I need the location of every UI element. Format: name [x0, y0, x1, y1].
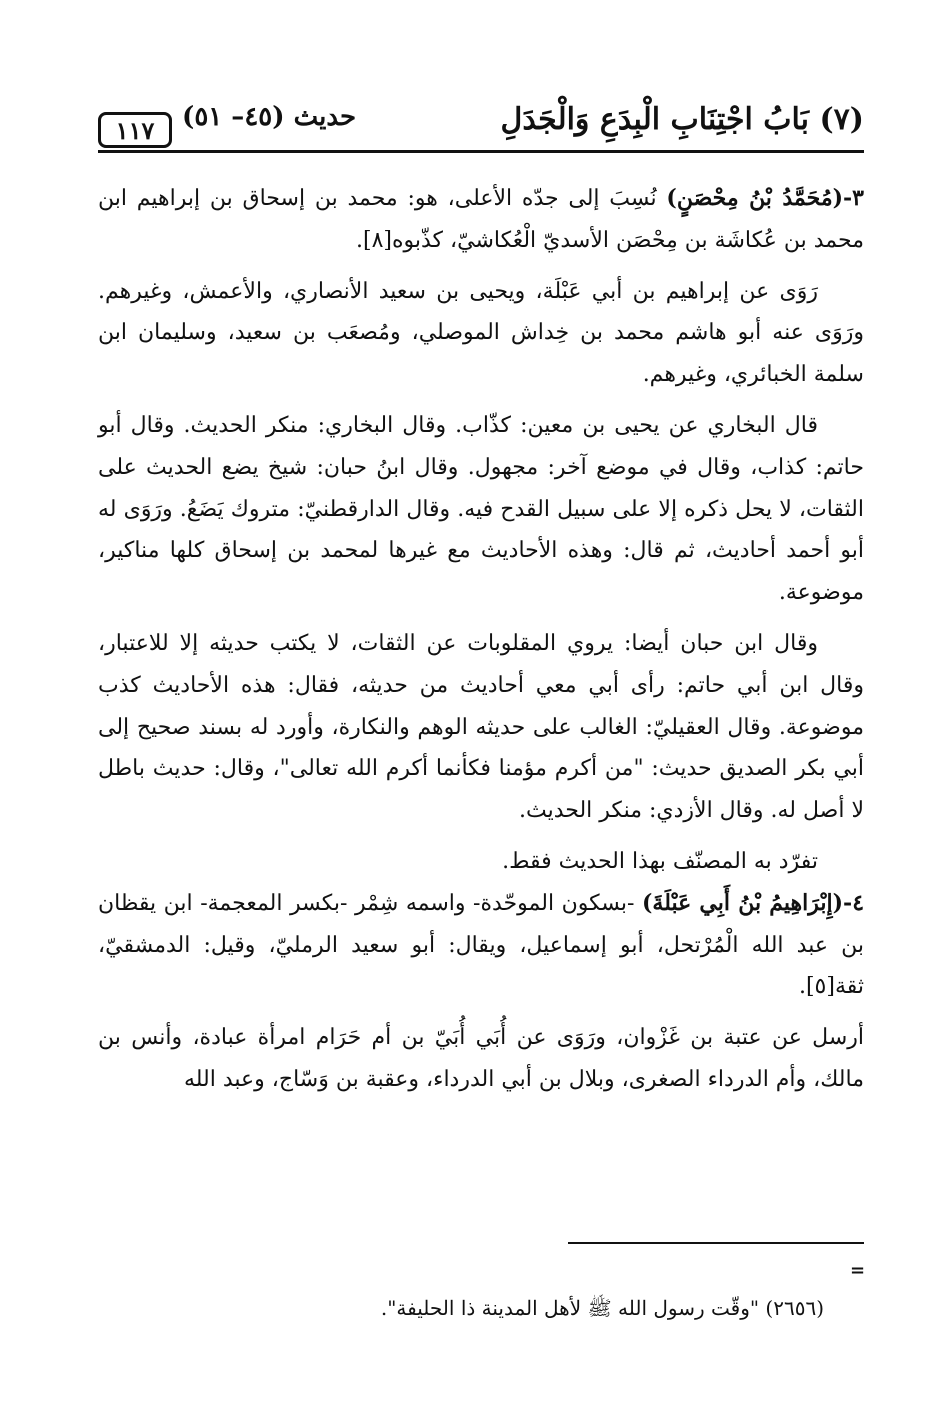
- footnote-rule: [568, 1242, 864, 1244]
- paragraph-narrator-3: [98, 178, 864, 262]
- body-text: [98, 178, 864, 1110]
- continuation-mark: =: [850, 1260, 866, 1281]
- paragraph-text: نُسِبَ إلى جدّه الأعلى، هو: محمد بن إسحاق بن إبراهيم ابن محمد بن عُكاشَة بن مِحْصَن الأسديّ الْعُكاشيّ، كذّبوه[٨].: [98, 186, 864, 253]
- paragraph: أرسل عن عتبة بن غَزْوان، ورَوَى عن أُبَي أُبَيّ بن أم حَرَام امرأة عبادة، وأنس بن مالك، وأم الدرداء الصغرى، وبلال بن أبي الدرداء، وعقبة بن وَسّاج، وعبد الله: [98, 1025, 864, 1092]
- chapter-title: (٧) بَابُ اجْتِنَابِ الْبِدَعِ وَالْجَدَلِ: [500, 102, 864, 137]
- footnote: (٢٦٥٦) "وقّت رسول الله ﷺ لأهل المدينة ذا الحليفة".: [380, 1296, 824, 1320]
- paragraph-text: -بسكون الموحّدة- واسمه شِمْر -بكسر المعجمة- ابن يقظان بن عبد الله الْمُرْتحل، أبو إسماعيل، ويقال: أبو سعيد الرمليّ، وقيل: الدمشقيّ، ثقة[٥].: [98, 890, 864, 1000]
- page-header: [98, 100, 864, 152]
- hadith-range: حديث (٤٥– ٥١): [182, 102, 357, 132]
- paragraph: وقال ابن حبان أيضا: يروي المقلوبات عن الثقات، لا يكتب حديثه إلا للاعتبار، وقال ابن أبي حاتم: رأى أبي معي أحاديث من حديثه، فقال: هذه الأحاديث كذب موضوعة. وقال العقيليّ: الغالب على حديثه الوهم والنكارة، وأورد له بسند صحيح إلى أبي بكر الصديق حديث: "من أكرم مؤمنا فكأنما أكرم الله تعالى"، وقال: حديث باطل لا أصل له. وقال الأزدي: منكر الحديث.: [98, 630, 864, 824]
- narrator-name: ٤-(إِبْرَاهِيمُ بْنُ أَبِي عَبْلَةَ): [641, 889, 865, 916]
- header-rule: [98, 150, 864, 153]
- paragraph: رَوَى عن إبراهيم بن أبي عَبْلَة، ويحيى بن سعيد الأنصاري، والأعمش، وغيرهم. ورَوَى عنه أبو هاشم محمد بن خِداش الموصلي، ومُصعَب بن سعيد، وسليمان ابن سلمة الخبائري، وغيرهم.: [98, 278, 864, 388]
- narrator-name: ٣-(مُحَمَّدُ بْنُ مِحْصَنٍ): [666, 185, 864, 211]
- page-number: ١١٧: [98, 112, 172, 148]
- paragraph: قال البخاري عن يحيى بن معين: كذّاب. وقال البخاري: منكر الحديث. وقال أبو حاتم: كذاب، وقال في موضع آخر: مجهول. وقال ابنُ حبان: شيخ يضع الحديث على الثقات، لا يحل ذكره إلا على سبيل القدح فيه. وقال الدارقطنيّ: متروك يَضَعُ. ورَوَى له أبو أحمد أحاديث، ثم قال: وهذه الأحاديث مع غيرها لمحمد بن إسحاق كلها مناكير، موضوعة.: [98, 412, 864, 606]
- paragraph: تفرّد به المصنّف بهذا الحديث فقط.: [502, 848, 818, 874]
- paragraph-narrator-4: [98, 883, 864, 1008]
